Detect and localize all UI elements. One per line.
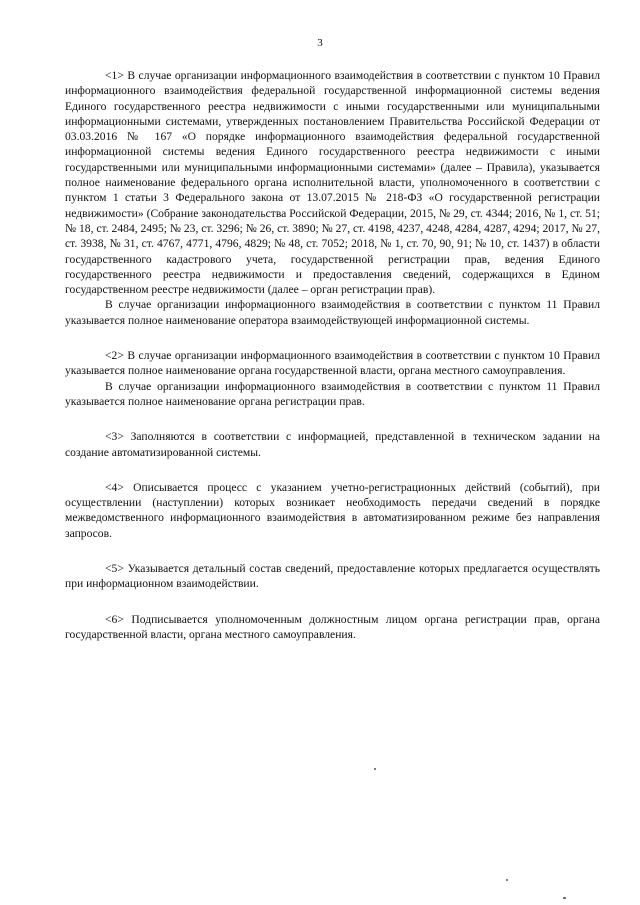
footnote-1 <box>65 68 600 328</box>
footnote-2-paragraph-2: В случае организации информационного взаимодействия в соответствии с пунктом 11 Правил указывается полное наименование органа регистрации прав. <box>65 379 600 408</box>
footnote-2 <box>65 348 600 409</box>
footnote-3-paragraph-1: <3> Заполняются в соответствии с информацией, представленной в техническом задании на создание автоматизированной системы. <box>65 430 600 459</box>
footnote-4 <box>65 480 600 541</box>
scan-dot <box>563 897 566 899</box>
footnotes-body <box>65 68 600 642</box>
footnote-6-paragraph-1: <6> Подписывается уполномоченным должностным лицом органа регистрации прав, органа государственной власти, органа местного самоуправления. <box>65 612 600 641</box>
scan-dot <box>506 879 508 881</box>
page-number: 3 <box>317 37 323 49</box>
scan-dot <box>374 768 376 770</box>
footnote-1-paragraph-2: В случае организации информационного взаимодействия в соответствии с пунктом 11 Правил указывается полное наименование оператора взаимодействующей информационной системы. <box>65 298 600 327</box>
footnote-6 <box>65 612 600 643</box>
footnote-5-paragraph-1: <5> Указывается детальный состав сведений, предоставление которых предлагается осуществлять при информационном взаимодействии. <box>65 562 600 591</box>
footnote-4-paragraph-1: <4> Описывается процесс с указанием учетно-регистрационных действий (событий), при осуществлении (наступлении) которых возникает необходимость передачи сведений в порядке межведомственного информационного взаимодействия в автоматизированном режиме без направления запросов. <box>65 480 600 540</box>
footnote-3 <box>65 429 600 460</box>
footnote-1-paragraph-1: <1> В случае организации информационного взаимодействия в соответствии с пунктом 10 Правил информационного взаимодействия федеральной государственной информационной системы ведения Единого государственного реестра недвижимости с иными государственными или муниципальными информационными системами, утвержденных постановлением Правительства Российской Федерации от 03.03.2016 № 167 «О порядке информационного взаимодействия федеральной государственной информационной системы ведения Единого государственного реестра недвижимости с иными государственными или муниципальными информационными системами» (далее – Правила), указывается полное наименование федерального органа исполнительной власти, уполномоченного в соответствии с пунктом 1 статьи 3 Федерального закона от 13.07.2015 № 218-ФЗ «О государственной регистрации недвижимости» (Собрание законодательства Российской Федерации, 2015, № 29, ст. 4344; 2016, № 1, ст. 51; № 18, ст. 2484, 2495; № 23, ст. 3296; № 26, ст. 3890; № 27, ст. 4198, 4237, 4248, 4284, 4287, 4294; 2017, № 27, ст. 3938, № 31, ст. 4767, 4771, 4796, 4829; № 48, ст. 7052; 2018, № 1, ст. 70, 90, 91; № 10, ст. 1437) в области государственного кадастрового учета, государственной регистрации прав, ведения Единого государственного реестра недвижимости и предоставления сведений, содержащихся в Едином государственном реестре недвижимости (далее – орган регистрации прав). <box>65 69 600 297</box>
footnote-5 <box>65 561 600 592</box>
footnote-2-paragraph-1: <2> В случае организации информационного взаимодействия в соответствии с пунктом 10 Правил указывается полное наименование органа государственной власти, органа местного самоуправления. <box>65 349 600 378</box>
